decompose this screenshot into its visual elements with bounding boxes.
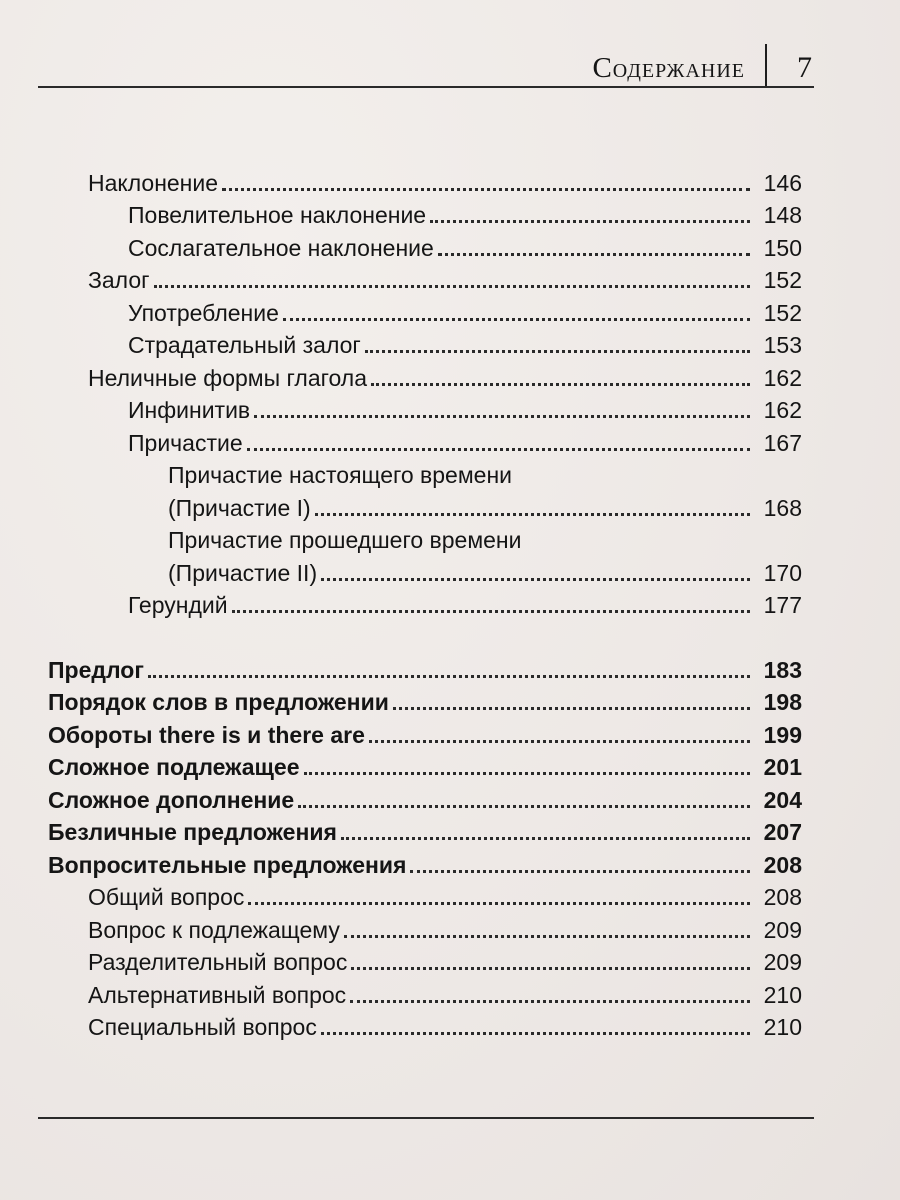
toc-entry-label: Причастие прошедшего времени — [168, 527, 522, 553]
toc-entry-general-question[interactable] — [48, 879, 802, 912]
dot-leader — [344, 935, 750, 938]
dot-leader — [371, 383, 750, 386]
footer-rule — [38, 1117, 814, 1119]
toc-entry-page: 167 — [763, 429, 802, 456]
dot-leader — [321, 1032, 750, 1035]
toc-entry-alternative-question[interactable] — [48, 976, 802, 1009]
toc-entry-page: 146 — [763, 169, 802, 196]
toc-entry-complex-subject[interactable] — [48, 749, 802, 782]
toc-entry-label: Причастие настоящего времени — [168, 462, 513, 488]
toc-entry-infinitive[interactable] — [48, 392, 802, 425]
toc-entry-label: Альтернативный вопрос — [88, 981, 347, 1008]
toc-entry-tag-question[interactable] — [48, 944, 802, 977]
toc-entry-usage[interactable] — [48, 294, 802, 327]
dot-leader — [369, 740, 750, 743]
toc-entry-page: 148 — [763, 202, 802, 228]
toc-entry-label: Сложное подлежащее — [48, 754, 300, 780]
toc-entry-label-continued: (Причастие II) — [168, 559, 318, 586]
section-gap — [48, 619, 802, 651]
page-number: 7 — [797, 51, 812, 84]
toc-entry-label: Повелительное наклонение — [128, 202, 427, 228]
dot-leader — [248, 902, 750, 905]
toc-entry-subjunctive-mood[interactable] — [48, 229, 802, 262]
toc-entry-page: 177 — [763, 592, 802, 618]
toc-entry-label: Залог — [88, 267, 150, 293]
toc-entry-page: 199 — [763, 721, 802, 748]
dot-leader — [304, 772, 751, 775]
toc-entry-label: Разделительный вопрос — [88, 949, 348, 975]
toc-entry-page: 204 — [763, 786, 802, 813]
toc-entry-page: 162 — [763, 397, 802, 423]
toc-entry-present-participle-line1[interactable] — [48, 457, 802, 490]
toc-entry-voice[interactable] — [48, 262, 802, 295]
toc-entry-interrogative-sentences[interactable] — [48, 846, 802, 879]
toc-entry-mood[interactable] — [48, 164, 802, 197]
toc-entry-label: Общий вопрос — [88, 884, 245, 910]
dot-leader — [393, 707, 750, 710]
toc-entry-page: 210 — [763, 981, 802, 1008]
toc-entry-label: Безличные предложения — [48, 819, 337, 845]
dot-leader — [350, 1000, 750, 1003]
toc-entry-label: Вопрос к подлежащему — [88, 916, 340, 943]
dot-leader — [410, 870, 750, 873]
toc-entry-special-question[interactable] — [48, 1009, 802, 1042]
toc-entry-label: Вопросительные предложения — [48, 851, 407, 878]
toc-entry-label: Наклонение — [88, 169, 219, 196]
toc-entry-page: 201 — [763, 754, 802, 780]
dot-leader — [315, 513, 750, 516]
toc-entry-label-continued: (Причастие I) — [168, 494, 311, 521]
dot-leader — [154, 285, 750, 288]
toc-entry-subject-question[interactable] — [48, 911, 802, 944]
dot-leader — [438, 253, 750, 256]
toc-entry-imperative-mood[interactable] — [48, 197, 802, 230]
toc-entry-page: 168 — [763, 494, 802, 521]
toc-entry-label: Специальный вопрос — [88, 1014, 317, 1040]
header-rule — [38, 86, 814, 88]
toc-entry-label: Обороты there is и there are — [48, 721, 365, 748]
toc-entry-page: 183 — [763, 656, 802, 683]
toc-entry-page: 162 — [763, 364, 802, 391]
toc-entry-page: 208 — [763, 851, 802, 878]
toc-entry-complex-object[interactable] — [48, 781, 802, 814]
toc-entry-page: 152 — [763, 299, 802, 326]
dot-leader — [283, 318, 750, 321]
dot-leader — [254, 415, 750, 418]
dot-leader — [365, 350, 750, 353]
running-header — [592, 40, 812, 90]
dot-leader — [232, 610, 750, 613]
toc-entry-label: Порядок слов в предложении — [48, 689, 389, 715]
toc-entry-page: 207 — [763, 819, 802, 845]
dot-leader — [222, 188, 750, 191]
toc-entry-label: Предлог — [48, 656, 144, 683]
dot-leader — [430, 220, 750, 223]
toc-entry-there-is-there-are[interactable] — [48, 716, 802, 749]
toc-entry-label: Сложное дополнение — [48, 786, 295, 813]
dot-leader — [341, 837, 750, 840]
running-header-title: Содержание — [592, 51, 745, 84]
dot-leader — [321, 578, 750, 581]
toc-entry-label: Неличные формы глагола — [88, 364, 368, 391]
dot-leader — [351, 967, 750, 970]
toc-entry-label: Инфинитив — [128, 397, 251, 423]
toc-entry-page: 170 — [763, 559, 802, 586]
toc-entry-page: 152 — [763, 267, 802, 293]
header-separator — [765, 44, 767, 86]
dot-leader — [148, 675, 750, 678]
toc-entry-participle[interactable] — [48, 424, 802, 457]
toc-entry-impersonal-sentences[interactable] — [48, 814, 802, 847]
toc-entry-present-participle-line2[interactable] — [48, 489, 802, 522]
toc-entry-label: Причастие — [128, 429, 243, 456]
toc-entry-label: Страдательный залог — [128, 332, 361, 358]
toc-entry-non-finite-forms[interactable] — [48, 359, 802, 392]
toc-entry-page: 209 — [763, 916, 802, 943]
toc-entry-page: 150 — [763, 234, 802, 261]
toc-entry-passive-voice[interactable] — [48, 327, 802, 360]
toc-entry-preposition[interactable] — [48, 651, 802, 684]
dot-leader — [247, 448, 750, 451]
toc-entry-page: 153 — [763, 332, 802, 358]
toc-entry-label: Употребление — [128, 299, 279, 326]
toc-entry-label: Сослагательное наклонение — [128, 234, 434, 261]
toc-entry-page: 208 — [763, 884, 802, 910]
toc-entry-past-participle-line2[interactable] — [48, 554, 802, 587]
table-of-contents — [48, 164, 802, 1041]
toc-entry-page: 210 — [763, 1014, 802, 1040]
toc-entry-label: Герундий — [128, 592, 228, 618]
toc-entry-page: 198 — [763, 689, 802, 715]
toc-entry-past-participle-line1[interactable] — [48, 522, 802, 555]
dot-leader — [298, 805, 750, 808]
toc-entry-page: 209 — [763, 949, 802, 975]
toc-entry-word-order[interactable] — [48, 684, 802, 717]
toc-entry-gerund[interactable] — [48, 587, 802, 620]
